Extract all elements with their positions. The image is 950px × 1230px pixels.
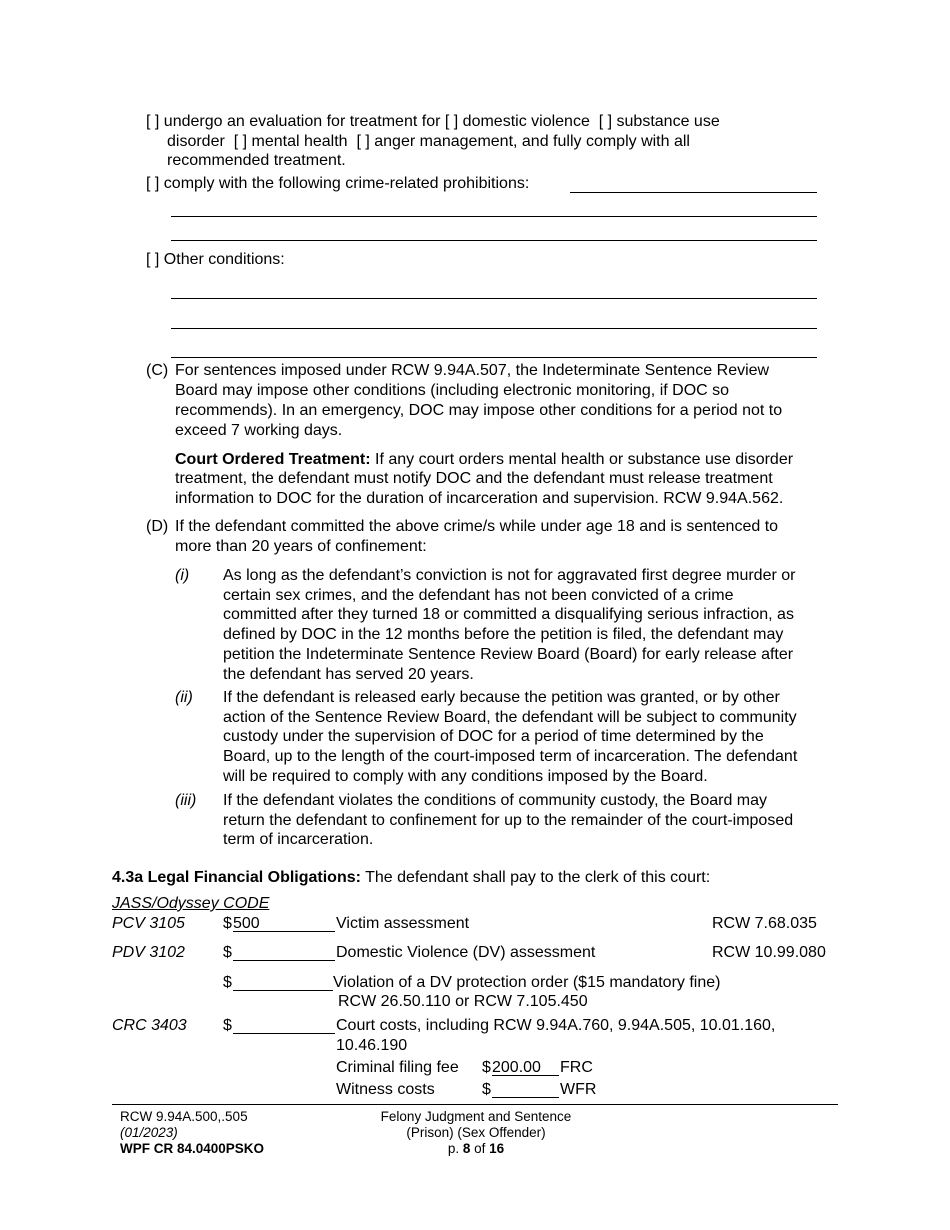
evaluation-condition <box>146 112 720 132</box>
prohibitions-blank-2[interactable] <box>171 216 817 217</box>
para-d-line-1: If the defendant committed the above crime/s while under age 18 and is sentenced to <box>175 518 779 535</box>
para-d-line-2: more than 20 years of confinement: <box>175 538 427 555</box>
footer-rcw: RCW 9.94A.500,.505 <box>120 1109 248 1124</box>
witness-costs-code: WFR <box>560 1081 597 1098</box>
prohibitions-checkbox[interactable]: [ ] <box>146 175 160 192</box>
sub-iii-label: (iii) <box>175 792 197 809</box>
witness-costs-amount-line[interactable] <box>492 1097 559 1098</box>
court-treatment-line-1 <box>175 450 793 470</box>
lfo-row-2-code: PDV 3102 <box>112 944 185 961</box>
lfo-row-2-amount-line[interactable] <box>233 960 335 961</box>
lfo-row-3-dollar: $ <box>223 974 232 991</box>
court-treatment-text: If any court orders mental health or substance use disorder <box>375 451 794 468</box>
sub-ii-label: (ii) <box>175 689 193 706</box>
prohibitions-condition <box>146 174 529 194</box>
para-c-line-1: For sentences imposed under RCW 9.94A.507, the Indeterminate Sentence Review <box>175 362 770 379</box>
sub-i-line-2: certain sex crimes, and the defendant has not been convicted of a crime <box>223 586 734 604</box>
sub-i-line-3: committed after they turned 18 or committed a disqualifying serious infraction, as <box>223 606 794 624</box>
footer-title-1: Felony Judgment and Sentence <box>380 1109 572 1124</box>
filing-fee-amount-line <box>492 1075 559 1076</box>
witness-costs-dollar: $ <box>482 1081 491 1098</box>
para-c-line-4: exceed 7 working days. <box>175 422 343 439</box>
sub-ii-line-4: Board, up to the length of the court-imposed term of incarceration. The defendant <box>223 748 798 766</box>
sub-i-line-4: defined by DOC in the 12 months before the petition is filed, the defendant may <box>223 626 784 644</box>
other-conditions-checkbox[interactable]: [ ] <box>146 251 160 268</box>
para-c-label: (C) <box>146 362 169 379</box>
sub-ii-line-2: action of the Sentence Review Board, the defendant will be subject to community <box>223 708 797 726</box>
footer-page-total: 16 <box>489 1141 505 1156</box>
lfo-row-4-desc-2: 10.46.190 <box>336 1037 408 1054</box>
filing-fee-dollar: $ <box>482 1059 491 1076</box>
para-c-line-3: recommends). In an emergency, DOC may impose other conditions for a period not to <box>175 402 783 419</box>
para-c-line-2: Board may impose other conditions (including electronic monitoring, if DOC so <box>175 382 730 399</box>
lfo-row-1-code: PCV 3105 <box>112 915 185 932</box>
footer-page-number: 8 <box>462 1141 471 1156</box>
lfo-row-4-amount-line[interactable] <box>233 1033 335 1034</box>
court-treatment-line-3: information to DOC for the duration of incarceration and supervision. RCW 9.94A.562. <box>175 490 784 507</box>
court-treatment-line-2: treatment, the defendant must notify DOC and the defendant must release treatment <box>175 470 773 487</box>
lfo-intro: The defendant shall pay to the clerk of this court: <box>365 869 711 886</box>
sub-i-line-6: the defendant has served 20 years. <box>223 665 474 683</box>
filing-fee-code: FRC <box>560 1059 593 1076</box>
lfo-heading: 4.3a Legal Financial Obligations: <box>112 869 361 886</box>
footer-page-prefix: p. <box>447 1141 460 1156</box>
prohibitions-blank-3[interactable] <box>171 240 817 241</box>
lfo-row-1-desc: Victim assessment <box>336 915 470 932</box>
sub-iii-line-1: If the defendant violates the conditions of community custody, the Board may <box>223 792 768 809</box>
dv-checkbox[interactable]: [ ] <box>444 113 459 130</box>
evaluation-line-2 <box>167 132 690 152</box>
mental-health-label: mental health <box>251 133 348 150</box>
lfo-row-1-rcw: RCW 7.68.035 <box>712 915 817 932</box>
filing-fee-amount[interactable]: 200.00 <box>492 1059 541 1076</box>
mental-health-checkbox[interactable]: [ ] <box>233 133 248 150</box>
lfo-heading-line <box>112 868 710 888</box>
jass-code-header: JASS/Odyssey CODE <box>112 895 270 912</box>
sub-i-line-5: petition the Indeterminate Sentence Review Board (Board) for early release after <box>223 645 794 663</box>
lfo-row-3-amount-line[interactable] <box>233 990 333 991</box>
footer-page-of: of <box>474 1141 486 1156</box>
para-d-label: (D) <box>146 518 169 535</box>
lfo-row-4-code: CRC 3403 <box>112 1017 187 1034</box>
lfo-row-1-dollar: $ <box>223 915 232 932</box>
filing-fee-label: Criminal filing fee <box>336 1059 459 1076</box>
lfo-row-4-desc: Court costs, including RCW 9.94A.760, 9.94A.505, 10.01.160, <box>336 1017 776 1034</box>
substance-label: substance use <box>616 113 720 130</box>
footer-page <box>376 1141 576 1157</box>
evaluation-line-3: recommended treatment. <box>167 152 346 169</box>
substance-checkbox[interactable]: [ ] <box>598 113 613 130</box>
sub-ii-line-3: custody under the supervision of DOC for a period of time determined by the <box>223 728 764 746</box>
evaluation-text: undergo an evaluation for treatment for <box>163 113 441 130</box>
lfo-row-3-desc-2: RCW 26.50.110 or RCW 7.105.450 <box>338 993 588 1010</box>
sub-ii-line-5: will be required to comply with any conditions imposed by the Board. <box>223 767 708 785</box>
court-treatment-heading: Court Ordered Treatment: <box>175 451 371 468</box>
other-conditions-blank-2[interactable] <box>171 328 817 329</box>
sub-iii-line-3: term of incarceration. <box>223 831 374 849</box>
footer-form-number: WPF CR 84.0400PSKO <box>120 1141 265 1156</box>
sub-i-label: (i) <box>175 567 190 584</box>
dv-label: domestic violence <box>462 113 590 130</box>
other-conditions-blank-3[interactable] <box>171 357 817 358</box>
lfo-row-4-dollar: $ <box>223 1017 232 1034</box>
lfo-row-1-amount-line <box>233 931 335 932</box>
witness-costs-label: Witness costs <box>336 1081 435 1098</box>
anger-checkbox[interactable]: [ ] <box>356 133 370 150</box>
other-conditions <box>146 250 285 270</box>
anger-label: anger management, and fully comply with all <box>374 133 690 150</box>
lfo-row-2-desc: Domestic Violence (DV) assessment <box>336 944 596 961</box>
lfo-row-2-rcw: RCW 10.99.080 <box>712 944 826 961</box>
sub-i-line-1: As long as the defendant’s conviction is not for aggravated first degree murder or <box>223 567 796 584</box>
lfo-row-2-dollar: $ <box>223 944 232 961</box>
prohibitions-label: comply with the following crime-related prohibitions: <box>163 175 530 192</box>
lfo-row-1-amount[interactable]: 500 <box>233 915 260 932</box>
other-conditions-blank-1[interactable] <box>171 298 817 299</box>
disorder-text: disorder <box>167 133 225 150</box>
footer-date: (01/2023) <box>120 1125 178 1140</box>
other-conditions-label: Other conditions: <box>163 251 285 268</box>
sub-iii-line-2: return the defendant to confinement for up to the remainder of the court-imposed <box>223 811 794 829</box>
evaluation-checkbox[interactable]: [ ] <box>146 113 160 130</box>
sub-ii-line-1: If the defendant is released early because the petition was granted, or by other <box>223 689 780 706</box>
footer-title-2: (Prison) (Sex Offender) <box>406 1125 546 1140</box>
prohibitions-blank-1[interactable] <box>570 192 817 193</box>
lfo-row-3-desc: Violation of a DV protection order ($15 mandatory fine) <box>333 974 721 991</box>
footer-divider <box>112 1104 838 1105</box>
